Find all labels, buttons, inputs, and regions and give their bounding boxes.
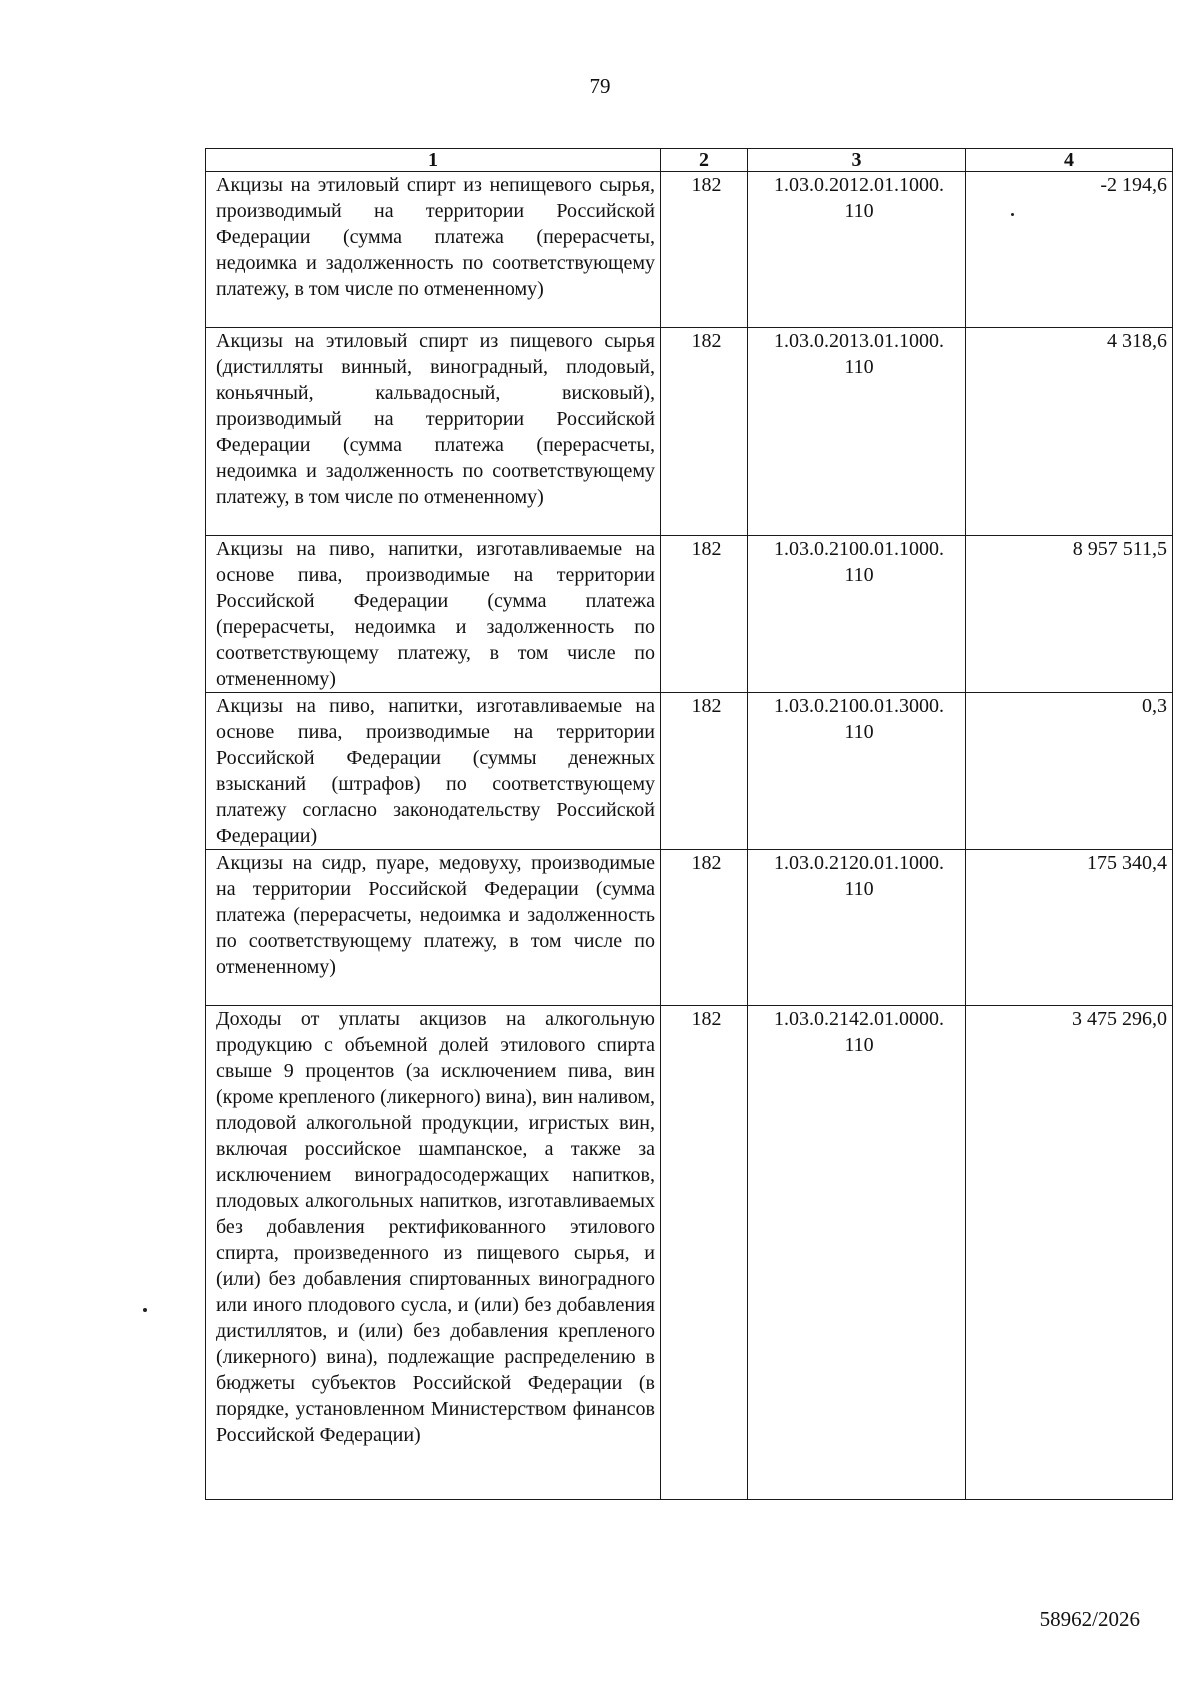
row-amount: 0,3 <box>966 693 1173 850</box>
scan-speck <box>143 1308 147 1312</box>
page-number: 79 <box>589 74 611 98</box>
table-row <box>206 1006 1173 1500</box>
table-row <box>206 328 1173 536</box>
header-row <box>206 149 1173 172</box>
row-classification-code: 1.03.0.2012.01.1000. 110 <box>748 172 966 328</box>
row-amount: 4 318,6 <box>966 328 1173 536</box>
row-admin-code: 182 <box>661 172 748 328</box>
row-amount: 8 957 511,5 <box>966 536 1173 693</box>
row-classification-code: 1.03.0.2100.01.3000. 110 <box>748 693 966 850</box>
scan-speck <box>1011 213 1014 216</box>
row-classification-code: 1.03.0.2100.01.1000. 110 <box>748 536 966 693</box>
row-amount: 3 475 296,0 <box>966 1006 1173 1500</box>
header-col-3: 3 <box>748 149 966 172</box>
row-admin-code: 182 <box>661 850 748 1006</box>
row-name: Акцизы на сидр, пуаре, медовуху, производимые на территории Российской Федерации (сумма платежа (перерасчеты, недоимка и задолженность по соответствующему платежу, в том числе по отмененному) <box>206 850 661 1006</box>
row-classification-code: 1.03.0.2013.01.1000. 110 <box>748 328 966 536</box>
header-col-4: 4 <box>966 149 1173 172</box>
table-row <box>206 850 1173 1006</box>
row-name: Акцизы на пиво, напитки, изготавливаемые на основе пива, производимые на территории Российской Федерации (суммы денежных взысканий (штрафов) по соответствующему платежу согласно законодательству Российской Федерации) <box>206 693 661 850</box>
document-number: 58962/2026 <box>1039 1607 1140 1631</box>
row-name: Акцизы на этиловый спирт из непищевого сырья, производимый на территории Российской Федерации (сумма платежа (перерасчеты, недоимка и задолженность по соответствующему платежу, в том числе по отмененному) <box>206 172 661 328</box>
table-row <box>206 172 1173 328</box>
row-classification-code: 1.03.0.2142.01.0000. 110 <box>748 1006 966 1500</box>
row-classification-code: 1.03.0.2120.01.1000. 110 <box>748 850 966 1006</box>
row-admin-code: 182 <box>661 1006 748 1500</box>
header-col-2: 2 <box>661 149 748 172</box>
row-admin-code: 182 <box>661 536 748 693</box>
row-name: Доходы от уплаты акцизов на алкогольную продукцию с объемной долей этилового спирта свыше 9 процентов (за исключением пива, вин (кроме крепленого (ликерного) вина), вин наливом, плодовой алкогольной продукции, игристых вин, включая российское шампанское, а также за исключением виноградосодержащих напитков, плодовых алкогольных напитков, изготавливаемых без добавления ректификованного этилового спирта, произведенного из пищевого сырья, и (или) без добавления спиртованных виноградного или иного плодового сусла, и (или) без добавления дистиллятов, и (или) без добавления крепленого (ликерного) вина), подлежащие распределению в бюджеты субъектов Российской Федерации (в порядке, установленном Министерством финансов Российской Федерации) <box>206 1006 661 1500</box>
revenue-table <box>205 148 1173 1500</box>
row-name: Акцизы на пиво, напитки, изготавливаемые на основе пива, производимые на территории Российской Федерации (сумма платежа (перерасчеты, недоимка и задолженность по соответствующему платежу, в том числе по отмененному) <box>206 536 661 693</box>
row-amount: 175 340,4 <box>966 850 1173 1006</box>
table-row <box>206 536 1173 693</box>
row-name: Акцизы на этиловый спирт из пищевого сырья (дистилляты винный, виноградный, плодовый, коньячный, кальвадосный, висковый), производимый на территории Российской Федерации (сумма платежа (перерасчеты, недоимка и задолженность по соответствующему платежу, в том числе по отмененному) <box>206 328 661 536</box>
row-amount: -2 194,6 <box>966 172 1173 328</box>
row-admin-code: 182 <box>661 693 748 850</box>
row-admin-code: 182 <box>661 328 748 536</box>
header-col-1: 1 <box>206 149 661 172</box>
table-row <box>206 693 1173 850</box>
